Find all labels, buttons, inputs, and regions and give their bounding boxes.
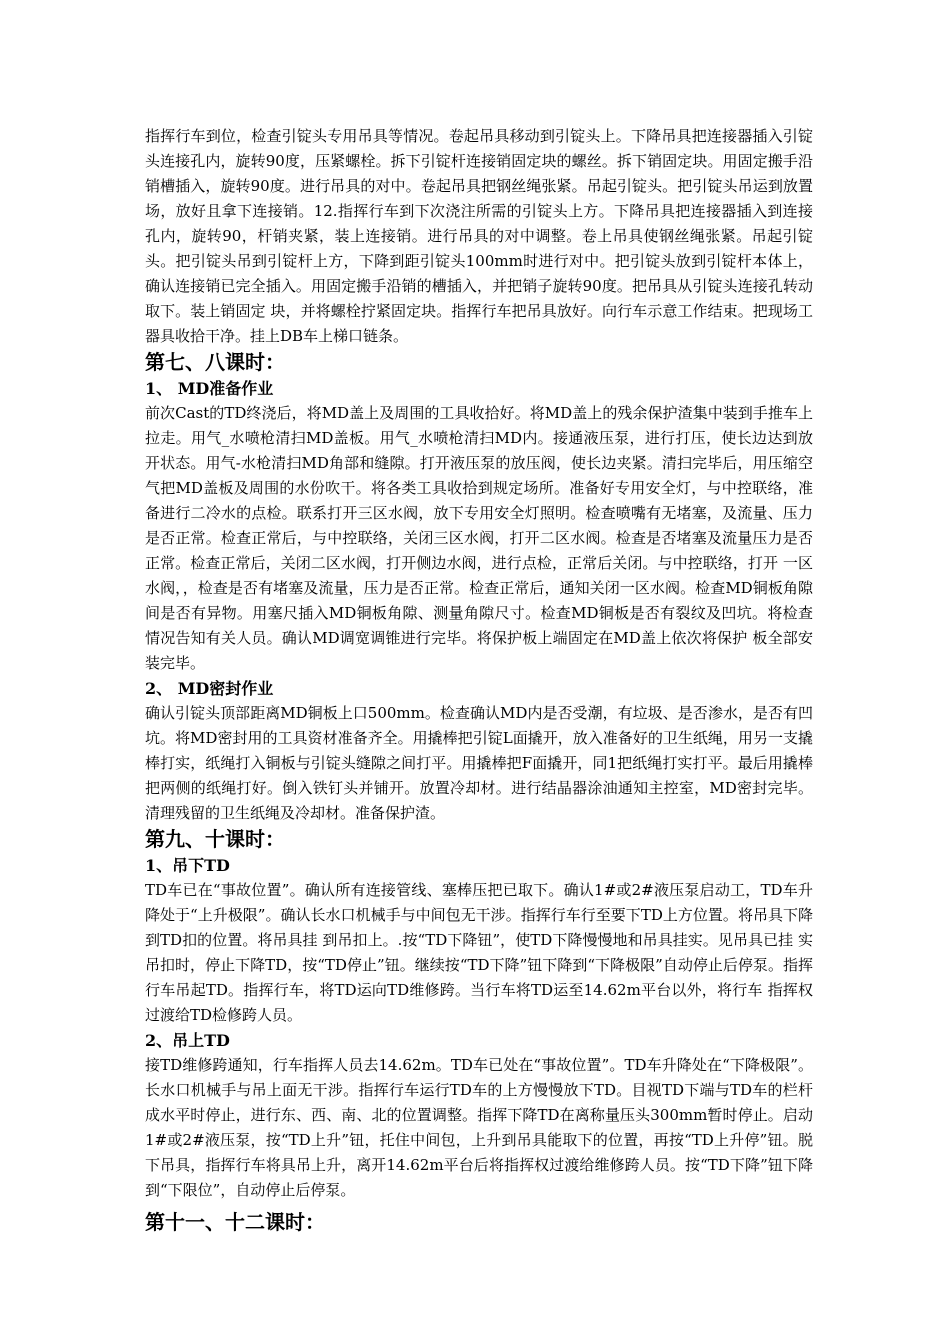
subheading-td-lowering: 1、吊下TD [145,856,230,875]
heading-lessons-7-8: 第七、八课时： [145,350,285,374]
paragraph-dummy-bar-handling: 指挥行车到位，检查引锭头专用吊具等情况。卷起吊具移动到引锭头上。下降吊具把连接器插入引锭头连接孔内，旋转90度，压紧螺栓。拆下引锭杆连接销固定块的螺丝。拆下销固定块。用固定搬手沿销槽插入，旋转90度。进行吊具的对中。卷起吊具把钢丝绳张紧。吊起引锭头。把引锭头吊运到放置场，放好且拿下连接销。12.指挥行车到下次浇注所需的引锭头上方。下降吊具把连接器插入到连接孔内，旋转90，杆销夹紧，装上连接销。进行吊具的对中调整。卷上吊具使钢丝绳张紧。吊起引锭头。把引锭头吊到引锭杆上方，下降到距引锭头100mm时进行对中。把引锭头放到引锭杆本体上，确认连接销已完全插入。用固定搬手沿销的槽插入，并把销子旋转90度。把吊具从引锭头连接孔转动取下。装上销固定 块，并将螺栓拧紧固定块。指挥行车把吊具放好。向行车示意工作结束。把现场工器具收拾干净。挂上DB车上梯口链条。 [145,127,813,345]
subheading-md-preparation: 1、 MD准备作业 [145,379,274,398]
heading-lessons-11-12: 第十一、十二课时： [145,1210,325,1234]
heading-lessons-9-10: 第九、十课时： [145,827,285,851]
paragraph-td-lowering: TD车已在“事故位置”。确认所有连接管线、塞棒压把已取下。确认1#或2#液压泵启动工，TD车升降处于“上升极限”。确认长水口机械手与中间包无干涉。指挥行车行至要下TD上方位置。将吊具下降到TD扣的位置。将吊具挂 到吊扣上。.按“TD下降钮”，使TD下降慢慢地和吊具挂实。见吊具已挂 实吊扣时，停止下降TD，按“TD停止”钮。继续按“TD下降”钮下降到“下降极限”自动停止后停泵。指挥行车吊起TD。指挥行车，将TD运向TD维修跨。当行车将TD运至14.62m平台以外，将行车 指挥权过渡给TD检修跨人员。 [145,881,813,1024]
subheading-md-sealing: 2、 MD密封作业 [145,679,274,698]
paragraph-td-lifting: 接TD维修跨通知，行车指挥人员去14.62m。TD车已处在“事故位置”。TD车升降处在“下降极限”。长水口机械手与吊上面无干涉。指挥行车运行TD车的上方慢慢放下TD。目视TD下端与TD车的栏杆成水平时停止，进行东、西、南、北的位置调整。指挥下降TD在离称量压头300mm暂时停止。启动1#或2#液压泵，按“TD上升”钮，托住中间包，上升到吊具能取下的位置，再按“TD上升停”钮。脱下吊具，指挥行车将具吊上升，离开14.62m平台后将指挥权过渡给维修跨人员。按“TD下降”钮下降到“下限位”，自动停止后停泵。 [145,1056,813,1199]
paragraph-md-preparation: 前次Cast的TD终浇后，将MD盖上及周围的工具收拾好。将MD盖上的残余保护渣集中装到手推车上拉走。用气_水喷枪清扫MD盖板。用气_水喷枪清扫MD内。接通液压泵，进行打压，使长边达到放开状态。用气-水枪清扫MD角部和缝隙。打开液压泵的放压阀，使长边夹紧。清扫完毕后，用压缩空气把MD盖板及周围的水份吹干。将各类工具收拾到规定场所。准备好专用安全灯，与中控联络，准备进行二冷水的点检。联系打开三区水阀，放下专用安全灯照明。检查喷嘴有无堵塞，及流量、压力是否正常。检查正常后，与中控联络，关闭三区水阀，打开二区水阀。检查是否堵塞及流量压力是否正常。检查正常后，关闭二区水阀，打开侧边水阀，进行点检，正常后关闭。与中控联络，打开 一区水阀，，检查是否有堵塞及流量，压力是否正常。检查正常后，通知关闭一区水阀。检查MD铜板角隙间是否有异物。用塞尺插入MD铜板角隙、测量角隙尺寸。检查MD铜板是否有裂纹及凹坑。将检查情况告知有关人员。确认MD调宽调锥进行完毕。将保护板上端固定在MD盖上依次将保护 板全部安装完毕。 [145,404,813,672]
subheading-td-lifting: 2、吊上TD [145,1031,230,1050]
paragraph-md-sealing: 确认引锭头顶部距离MD铜板上口500mm。检查确认MD内是否受潮，有垃圾、是否渗水，是否有凹坑。将MD密封用的工具资材准备齐全。用撬棒把引锭L面撬开，放入准备好的卫生纸绳，用另一支撬棒打实，纸绳打入铜板与引锭头缝隙之间打平。用撬棒把F面撬开，同1把纸绳打实打平。最后用撬棒把两侧的纸绳打好。倒入铁钉头并铺开。放置冷却材。进行结晶器涂油通知主控室，MD密封完毕。清理残留的卫生纸绳及冷却材。准备保护渣。 [145,704,813,822]
document-body [145,124,813,1236]
